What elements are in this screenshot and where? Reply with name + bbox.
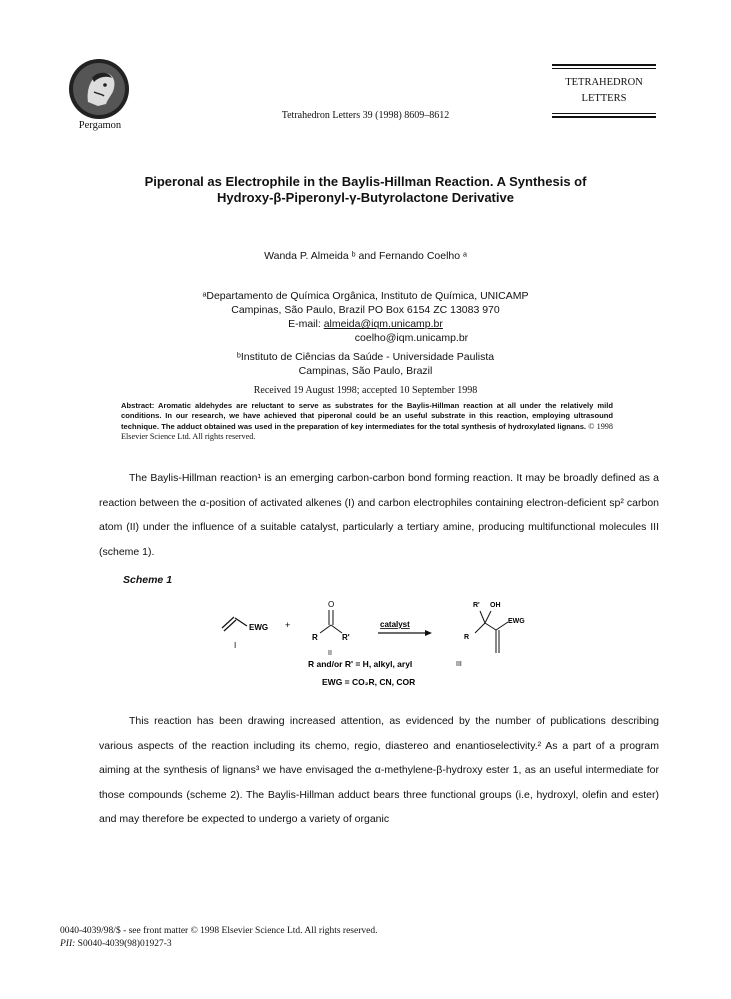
footer xyxy=(60,925,377,951)
product-oh: OH xyxy=(490,602,501,609)
scheme-condition-1: R and/or R' = H, alkyl, aryl xyxy=(308,659,413,669)
affiliation-b-line1: ᵇInstituto de Ciências da Saúde - Universidade Paulista xyxy=(236,351,495,363)
article-title xyxy=(100,174,631,206)
abstract-copyright: © 1998 Elsevier Science Ltd. All rights reserved. xyxy=(121,421,613,442)
bottom-rule-thin xyxy=(552,113,656,114)
received-dates: Received 19 August 1998; accepted 10 September 1998 xyxy=(253,385,478,396)
scheme-condition-2: EWG = CO₂R, CN, COR xyxy=(322,677,416,687)
product-r: R xyxy=(464,634,470,641)
label-i: I xyxy=(234,641,237,650)
label-ii: II xyxy=(328,650,332,657)
pii-value: S0040-4039(98)01927-3 xyxy=(75,939,172,949)
abstract xyxy=(121,401,613,443)
affiliation-b xyxy=(0,350,731,378)
affiliation-a-line3 xyxy=(0,317,731,331)
reaction-arrow xyxy=(378,620,432,636)
carbonyl-r: R xyxy=(312,633,318,642)
scheme-label: Scheme 1 xyxy=(123,574,173,586)
publisher-name: Pergamon xyxy=(78,120,122,131)
journal-reference: Tetrahedron Letters 39 (1998) 8609–8612 xyxy=(281,110,450,121)
intro-paragraph: The Baylis-Hillman reaction¹ is an emerging carbon-carbon bond forming reaction. It may be broadly defined as a reaction between the α-position of activated alkenes (I) and carbon electrophiles containing electron-deficient sp² carbon atom (II) under the influence of a suitable catalyst, particularly a tertiary amine, producing multifunctional molecules III (scheme 1). xyxy=(99,472,659,558)
affiliation-a-line4: coelho@iqm.unicamp.br xyxy=(354,332,469,344)
journal-name-line1: TETRAHEDRON xyxy=(565,77,643,88)
second-paragraph: This reaction has been drawing increased attention, as evidenced by the number of publications describing various aspects of the reaction including its chemo, regio, diastereo and enantioselectivity.² As a part of a program aiming at the synthesis of lignans³ we have envisaged the α-methylene-β-hydroxy ester 1, as an useful intermediate for those compounds (scheme 2). The Baylis-Hillman adduct bears three functional groups (i.e, hydroxyl, olefin and ester) and may therefore be expected to undergo a variety of organic xyxy=(99,715,659,825)
alkene-ewg: EWG xyxy=(249,623,269,632)
pii-label: PII: xyxy=(60,939,76,949)
authors: Wanda P. Almeida ᵇ and Fernando Coelho ᵃ xyxy=(264,250,467,262)
journal-name xyxy=(552,75,656,107)
email-label: E-mail: xyxy=(288,318,324,330)
affiliation-a-line1: ᵃDepartamento de Química Orgânica, Instituto de Química, UNICAMP xyxy=(202,290,529,302)
affiliation-a xyxy=(0,289,731,345)
abstract-label: Abstract: xyxy=(121,401,155,410)
journal-name-line2: LETTERS xyxy=(581,93,627,104)
carbonyl-oxygen: O xyxy=(328,600,335,609)
bottom-rule xyxy=(552,116,656,118)
scheme-1-diagram xyxy=(200,595,560,695)
footer-pii xyxy=(60,938,377,951)
affiliation-b-line2: Campinas, São Paulo, Brazil xyxy=(298,365,433,377)
product-r-prime: R' xyxy=(473,602,480,609)
catalyst-label: catalyst xyxy=(380,620,410,629)
email-link[interactable]: almeida@iqm.unicamp.br xyxy=(323,318,443,330)
journal-name-box xyxy=(552,64,656,118)
carbonyl-structure xyxy=(312,600,350,657)
title-line2: Hydroxy-β-Piperonyl-γ-Butyrolactone Derivative xyxy=(217,190,514,205)
carbonyl-r-prime: R' xyxy=(342,633,350,642)
top-rule xyxy=(552,64,656,66)
abstract-text: Aromatic aldehydes are reluctant to serve as substrates for the Baylis-Hillman reaction at all under the relatively mild conditions. In our research, we have achieved that piperonal could be an useful substrate in this reaction, employing ultrasound technique. The adduct obtained was used in the preparation of key intermediates for the total synthesis of hydroxylated lignans. xyxy=(121,401,613,431)
label-iii: III xyxy=(456,661,462,668)
title-line1: Piperonal as Electrophile in the Baylis-Hillman Reaction. A Synthesis of xyxy=(144,174,587,189)
alkene-structure xyxy=(222,617,268,650)
plus-sign: + xyxy=(285,620,291,630)
top-rule-thin xyxy=(552,68,656,69)
product-ewg: EWG xyxy=(508,618,525,625)
affiliation-a-line2: Campinas, São Paulo, Brazil PO Box 6154 ZC 13083 970 xyxy=(231,304,500,316)
footer-copyright: 0040-4039/98/$ - see front matter © 1998 Elsevier Science Ltd. All rights reserved. xyxy=(60,926,378,936)
product-structure xyxy=(456,602,525,668)
